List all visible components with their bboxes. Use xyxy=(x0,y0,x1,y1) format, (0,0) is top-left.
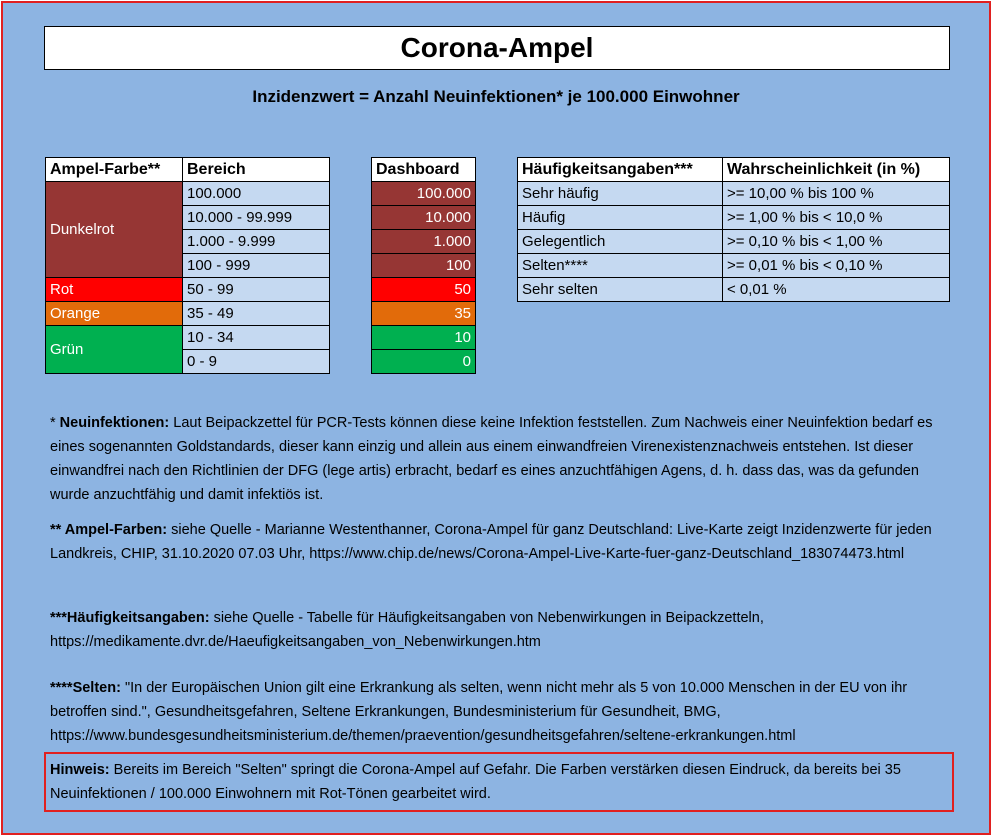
color-label-orange: Orange xyxy=(46,302,183,326)
footnote-text: siehe Quelle - Tabelle für Häufigkeitsangaben von Nebenwirkungen in Beipackzetteln, https://medikamente.dvr.de/Haeufigkeitsangaben_von_Nebenwirkungen.htm xyxy=(50,610,764,650)
table-header: Ampel-Farbe** xyxy=(46,158,183,182)
range-cell: 100 - 999 xyxy=(183,254,330,278)
footnote-text: Laut Beipackzettel für PCR-Tests können diese keine Infektion feststellen. Zum Nachweis einer Neuinfektion bedarf es eines sogenannten Goldstandards, dieser kann einzig und allein aus einem einwandfreien Virenexistenznachweis entstehen. Ist dieser einwandfrei nach den Richtlinien der DFG (lege artis) erbracht, bedarf es eines anzuchtfähigen Agens, d. h. dass das, was da gefunden wurde anzuchtfähig und damit infektiös ist. xyxy=(50,415,933,503)
range-cell: 1.000 - 9.999 xyxy=(183,230,330,254)
range-cell: 0 - 9 xyxy=(183,350,330,374)
table-row xyxy=(46,182,330,206)
table-row xyxy=(518,230,950,254)
footnote-text: "In der Europäischen Union gilt eine Erkrankung als selten, wenn nicht mehr als 5 von 10.000 Menschen in der EU von ihr betroffen sind.", Gesundheitsgefahren, Seltene Erkrankungen, Bundesministerium für Gesundheit, BMG, https://www.bundesgesundheitsministerium.de/themen/praevention/gesundheitsgefahren/seltene-erkrankungen.html xyxy=(50,680,908,744)
footnote-marker: * xyxy=(50,415,60,431)
frequency-value: >= 0,10 % bis < 1,00 % xyxy=(723,230,950,254)
table-row xyxy=(46,302,330,326)
footnote-neuinfektionen xyxy=(50,411,950,507)
frequency-value: >= 1,00 % bis < 10,0 % xyxy=(723,206,950,230)
footnote-ampel-farben xyxy=(50,518,950,566)
table-header: Häufigkeitsangaben*** xyxy=(518,158,723,182)
frequency-label: Sehr selten xyxy=(518,278,723,302)
table-header: Wahrscheinlichkeit (in %) xyxy=(723,158,950,182)
frequency-table xyxy=(517,157,950,302)
color-label-dunkelrot: Dunkelrot xyxy=(46,182,183,278)
table-row xyxy=(46,278,330,302)
dashboard-value: 10.000 xyxy=(372,206,476,230)
hint-box xyxy=(44,752,954,812)
color-label-rot: Rot xyxy=(46,278,183,302)
hint-text: Bereits im Bereich "Selten" springt die Corona-Ampel auf Gefahr. Die Farben verstärken diesen Eindruck, da bereits bei 35 Neuinfektionen / 100.000 Einwohnern mit Rot-Tönen gearbeitet wird. xyxy=(50,762,901,802)
range-cell: 50 - 99 xyxy=(183,278,330,302)
dashboard-value: 0 xyxy=(372,350,476,374)
table-header-row xyxy=(372,158,476,182)
color-label-gruen: Grün xyxy=(46,326,183,374)
frequency-value: >= 0,01 % bis < 0,10 % xyxy=(723,254,950,278)
ampel-table xyxy=(45,157,330,374)
frequency-label: Häufig xyxy=(518,206,723,230)
footnote-text: siehe Quelle - Marianne Westenthanner, Corona-Ampel für ganz Deutschland: Live-Karte zeigt Inzidenzwerte für jeden Landkreis, CHIP, 31.10.2020 07.03 Uhr, https://www.chip.de/news/Corona-Ampel-Live-Karte-fuer-ganz-Deutschland_183074473.html xyxy=(50,522,932,562)
table-header-row xyxy=(518,158,950,182)
dashboard-value: 100 xyxy=(372,254,476,278)
range-cell: 10 - 34 xyxy=(183,326,330,350)
footnote-term: ** Ampel-Farben: xyxy=(50,522,168,538)
footnote-term: ***Häufigkeitsangaben: xyxy=(50,610,210,626)
dashboard-value: 35 xyxy=(372,302,476,326)
footnote-term: ****Selten: xyxy=(50,680,121,696)
table-row xyxy=(518,278,950,302)
frequency-label: Selten**** xyxy=(518,254,723,278)
document-frame xyxy=(1,1,991,835)
range-cell: 35 - 49 xyxy=(183,302,330,326)
dashboard-value: 100.000 xyxy=(372,182,476,206)
range-cell: 100.000 xyxy=(183,182,330,206)
frequency-label: Sehr häufig xyxy=(518,182,723,206)
page-title: Corona-Ampel xyxy=(44,26,950,70)
table-header: Bereich xyxy=(183,158,330,182)
frequency-value: < 0,01 % xyxy=(723,278,950,302)
hint-term: Hinweis: xyxy=(50,762,110,778)
footnote-haeufigkeitsangaben xyxy=(50,606,950,654)
page-subtitle: Inzidenzwert = Anzahl Neuinfektionen* je 100.000 Einwohner xyxy=(252,87,740,106)
table-header-row xyxy=(46,158,330,182)
range-cell: 10.000 - 99.999 xyxy=(183,206,330,230)
dashboard-value: 10 xyxy=(372,326,476,350)
table-header: Dashboard xyxy=(372,158,476,182)
table-row xyxy=(518,206,950,230)
frequency-value: >= 10,00 % bis 100 % xyxy=(723,182,950,206)
dashboard-table xyxy=(371,157,476,374)
footnote-term: Neuinfektionen: xyxy=(59,415,170,431)
footnote-selten xyxy=(50,676,950,748)
table-row xyxy=(46,326,330,350)
dashboard-value: 50 xyxy=(372,278,476,302)
dashboard-value: 1.000 xyxy=(372,230,476,254)
frequency-label: Gelegentlich xyxy=(518,230,723,254)
